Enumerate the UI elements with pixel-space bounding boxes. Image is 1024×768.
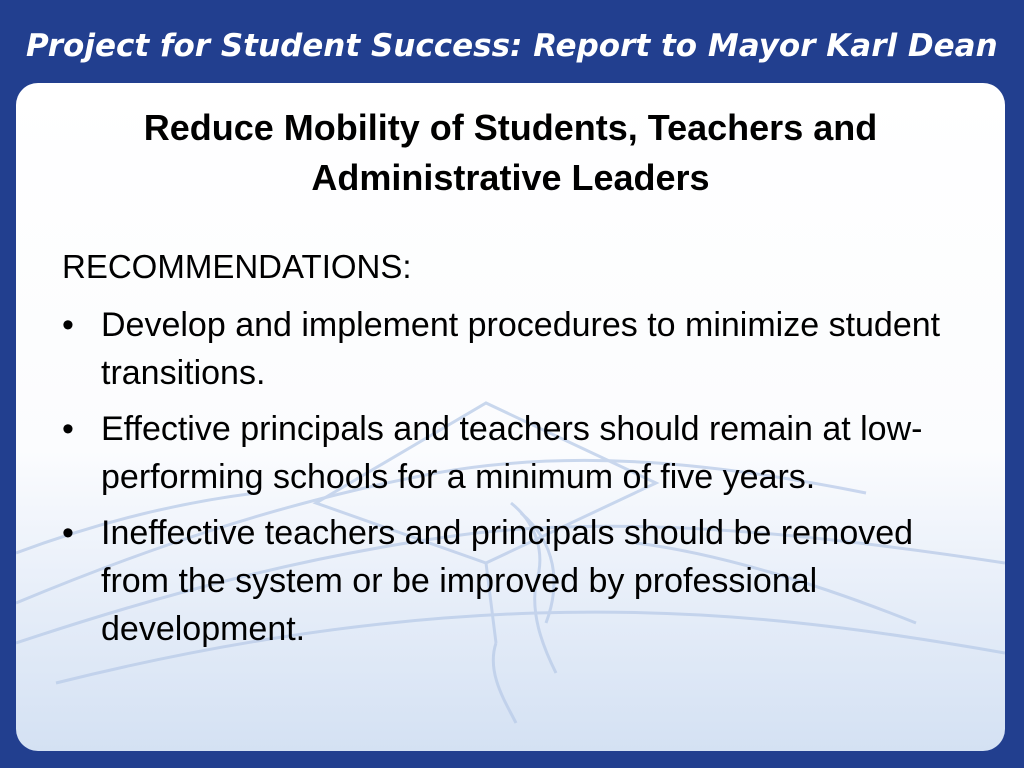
recommendations-heading: RECOMMENDATIONS: [62,248,412,285]
bullet-text: Effective principals and teachers should remain at low-performing schools for a minimum of five years. [101,410,923,496]
list-item [62,405,962,501]
bullet-text: Ineffective teachers and principals should be removed from the system or be improved by professional development. [101,514,914,648]
list-item [62,301,962,397]
header-title: Project for Student Success: Report to Mayor Karl Dean [26,28,998,64]
bullet-text: Develop and implement procedures to minimize student transitions. [101,306,941,392]
list-item [62,509,962,653]
slide-title: Reduce Mobility of Students, Teachers and Administrative Leaders [143,107,878,198]
bullet-icon: • [62,306,74,344]
bullet-icon: • [62,410,74,448]
bullet-icon: • [62,514,74,552]
content-panel [16,83,1005,751]
recommendations-list [62,301,962,653]
recommendations-section [62,245,962,661]
